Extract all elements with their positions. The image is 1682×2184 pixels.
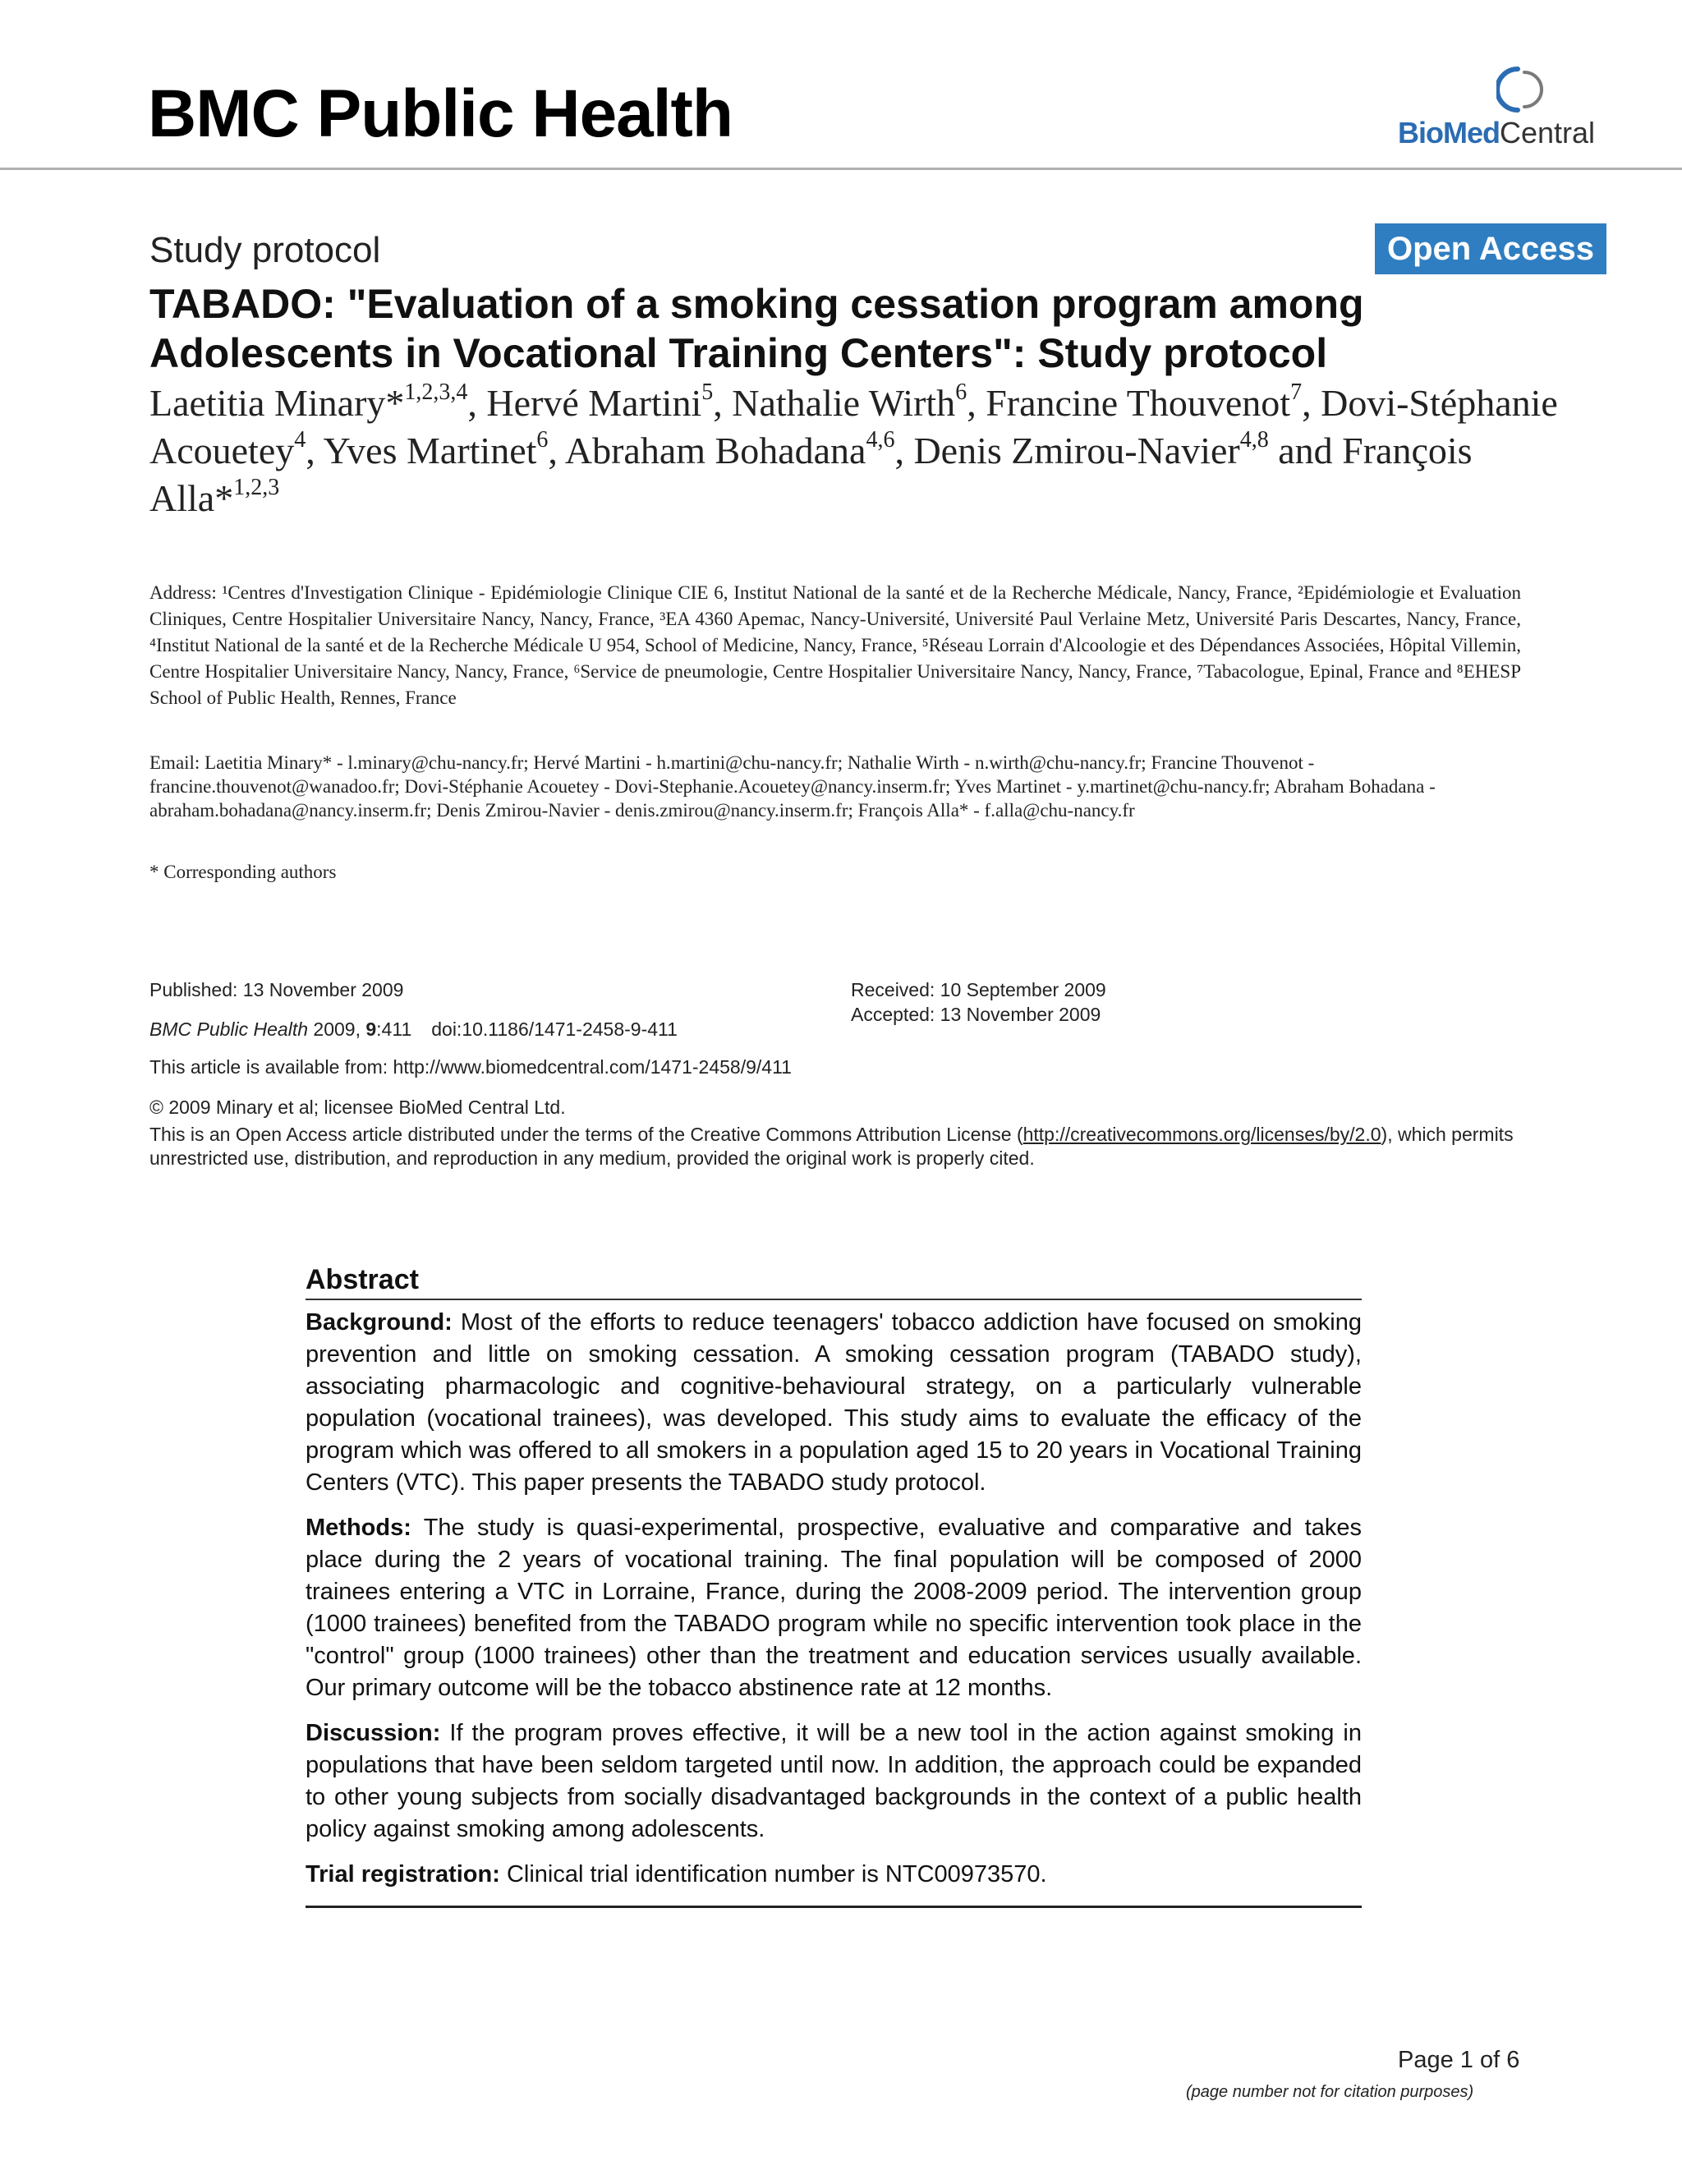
abstract-methods bbox=[306, 1512, 1362, 1704]
article-title: TABADO: "Evaluation of a smoking cessation program among Adolescents in Vocational Training Centers": Study protocol bbox=[149, 281, 1364, 376]
author-separator: , bbox=[894, 430, 914, 471]
author-affiliation-marker: 5 bbox=[701, 379, 714, 405]
abstract-discussion-text: If the program proves effective, it will be a new tool in the action against smoking in populations that have been seldom targeted until now. In addition, the approach could be expanded to other young subjects from socially disadvantaged backgrounds in the context of a public health policy against smoking among adolescents. bbox=[306, 1720, 1362, 1843]
citation-journal: BMC Public Health bbox=[149, 1018, 309, 1040]
page-number: Page 1 of 6 bbox=[1398, 2047, 1520, 2073]
author-separator: , bbox=[548, 430, 565, 471]
author-affiliation-marker: 7 bbox=[1290, 379, 1303, 405]
citation-volume: 9 bbox=[365, 1018, 377, 1040]
author-name: Denis Zmirou-Navier bbox=[913, 430, 1240, 471]
abstract-top-rule bbox=[306, 1299, 1362, 1300]
author-affiliation-marker: 4 bbox=[294, 427, 306, 453]
header-rule bbox=[0, 168, 1682, 170]
author-name: François Alla* bbox=[149, 430, 1473, 519]
license-notice bbox=[149, 1123, 1529, 1170]
author-separator: and bbox=[1268, 430, 1343, 471]
author-emails: Email: Laetitia Minary* - l.minary@chu-nancy.fr; Hervé Martini - h.martini@chu-nancy.fr; Nathalie Wirth - n.wirth@chu-nancy.fr; Francine Thouvenot - francine.thouvenot@wanadoo.fr; Dovi-Stéphanie Acouetey - Dovi-Stephanie.Acouetey@nancy.inserm.fr; Yves Martinet - y.martinet@chu-nancy.fr; Abraham Bohadana - abraham.bohadana@nancy.inserm.fr; Denis Zmirou-Navier - denis.zmirou@nancy.inserm.fr; François Alla* - f.alla@chu-nancy.fr bbox=[149, 752, 1436, 821]
biomed-central-wordmark bbox=[1398, 118, 1595, 148]
page-number-note: (page number not for citation purposes) bbox=[1186, 2083, 1474, 2101]
author-name: Yves Martinet bbox=[323, 430, 537, 471]
citation-article-number: :411 bbox=[376, 1018, 412, 1040]
abstract-background-text: Most of the efforts to reduce teenagers' tobacco addiction have focused on smoking prevention and little on smoking cessation. A smoking cessation program (TABADO study), associating pharmacologic and cognitive-behavioural strategy, on a particularly vulnerable population (vocational trainees), was developed. This study aims to evaluate the efficacy of the program which was offered to all smokers in a population aged 15 to 20 years in Vocational Training Centers (VTC). This paper presents the TABADO study protocol. bbox=[306, 1309, 1362, 1497]
abstract-trial-registration bbox=[306, 1859, 1362, 1891]
author-name: Hervé Martini bbox=[486, 382, 702, 424]
author-name: Dovi-Stéphanie Acouetey bbox=[149, 382, 1558, 471]
author-separator: , bbox=[306, 430, 324, 471]
author-name: Abraham Bohadana bbox=[564, 430, 866, 471]
doi: doi:10.1186/1471-2458-9-411 bbox=[431, 1018, 678, 1040]
license-text-after: ), which permits unrestricted use, distribution, and reproduction in any medium, provided the original work is properly cited. bbox=[149, 1124, 1514, 1169]
abstract-section bbox=[306, 1265, 1362, 1908]
author-separator: , bbox=[467, 382, 487, 424]
article-url[interactable]: This article is available from: http://www.biomedcentral.com/1471-2458/9/411 bbox=[149, 1056, 792, 1078]
author-affiliation-marker: 4,8 bbox=[1239, 427, 1269, 453]
abstract-discussion bbox=[306, 1717, 1362, 1846]
author-name: Nathalie Wirth bbox=[732, 382, 956, 424]
abstract-background-label: Background: bbox=[306, 1309, 453, 1336]
author-affiliation-marker: 1,2,3 bbox=[233, 475, 280, 500]
author-affiliation-marker: 6 bbox=[955, 379, 967, 405]
abstract-discussion-label: Discussion: bbox=[306, 1720, 441, 1747]
author-affiliation-marker: 1,2,3,4 bbox=[404, 379, 468, 405]
author-affiliation-marker: 6 bbox=[536, 427, 549, 453]
published-date: Published: 13 November 2009 bbox=[149, 979, 404, 1000]
license-text-before: This is an Open Access article distributed under the terms of the Creative Commons Attribution License ( bbox=[149, 1124, 1023, 1145]
abstract-methods-text: The study is quasi-experimental, prospective, evaluative and comparative and takes place during the 2 years of vocational training. The final population will be composed of 2000 trainees entering a VTC in Lorraine, France, during the 2008-2009 period. The intervention group (1000 trainees) benefited from the TABADO program while no specific intervention took place in the "control" group (1000 trainees) other than the treatment and education services usually available. Our primary outcome will be the tobacco abstinence rate at 12 months. bbox=[306, 1515, 1362, 1702]
author-separator: , bbox=[967, 382, 986, 424]
license-link[interactable]: http://creativecommons.org/licenses/by/2.0 bbox=[1023, 1124, 1381, 1145]
abstract-heading: Abstract bbox=[306, 1264, 419, 1295]
author-name: Francine Thouvenot bbox=[986, 382, 1291, 424]
biomed-central-logo[interactable] bbox=[1398, 64, 1596, 153]
affiliations-address: Address: ¹Centres d'Investigation Clinique - Epidémiologie Clinique CIE 6, Institut National de la santé et de la Recherche Médicale, Nancy, France, ²Epidémiologie et Evaluation Cliniques, Centre Hospitalier Universitaire Nancy, Nancy, France, ³EA 4360 Apemac, Nancy-Université, Université Paul Verlaine Metz, Université Paris Descartes, Nancy, France, ⁴Institut National de la santé et de la Recherche Médicale U 954, School of Medicine, Nancy, France, ⁵Réseau Lorrain d'Alcoologie et des Dépendances Associées, Hôpital Villemin, Centre Hospitalier Universitaire Nancy, Nancy, France, ⁶Service de pneumologie, Centre Hospitalier Universitaire Nancy, Nancy, France, ⁷Tabacologue, Epinal, France and ⁸EHESP School of Public Health, Rennes, France bbox=[149, 582, 1521, 708]
abstract-background bbox=[306, 1307, 1362, 1499]
abstract-bottom-rule bbox=[306, 1906, 1362, 1908]
journal-title: BMC Public Health bbox=[148, 76, 733, 151]
received-date: Received: 10 September 2009 bbox=[851, 979, 1106, 1000]
copyright-notice: © 2009 Minary et al; licensee BioMed Central Ltd. bbox=[149, 1097, 566, 1118]
abstract-methods-label: Methods: bbox=[306, 1515, 411, 1542]
abstract-trial-registration-label: Trial registration: bbox=[306, 1861, 500, 1888]
logo-biomed-text: BioMed bbox=[1398, 116, 1500, 149]
author-name: Laetitia Minary* bbox=[149, 382, 405, 424]
author-separator: , bbox=[713, 382, 733, 424]
author-separator: , bbox=[1302, 382, 1321, 424]
citation-line bbox=[149, 1020, 678, 1039]
citation-year: 2009, bbox=[308, 1018, 366, 1040]
corresponding-authors-note: * Corresponding authors bbox=[149, 862, 337, 882]
logo-central-text: Central bbox=[1500, 116, 1596, 149]
abstract-trial-registration-text: Clinical trial identification number is NTC00973570. bbox=[499, 1861, 1047, 1888]
author-list bbox=[149, 379, 1562, 522]
author-affiliation-marker: 4,6 bbox=[866, 427, 895, 453]
biomed-central-logo-mark-icon bbox=[1496, 64, 1549, 115]
accepted-date: Accepted: 13 November 2009 bbox=[851, 1004, 1101, 1025]
open-access-badge: Open Access bbox=[1375, 223, 1606, 274]
article-type: Study protocol bbox=[149, 230, 381, 270]
